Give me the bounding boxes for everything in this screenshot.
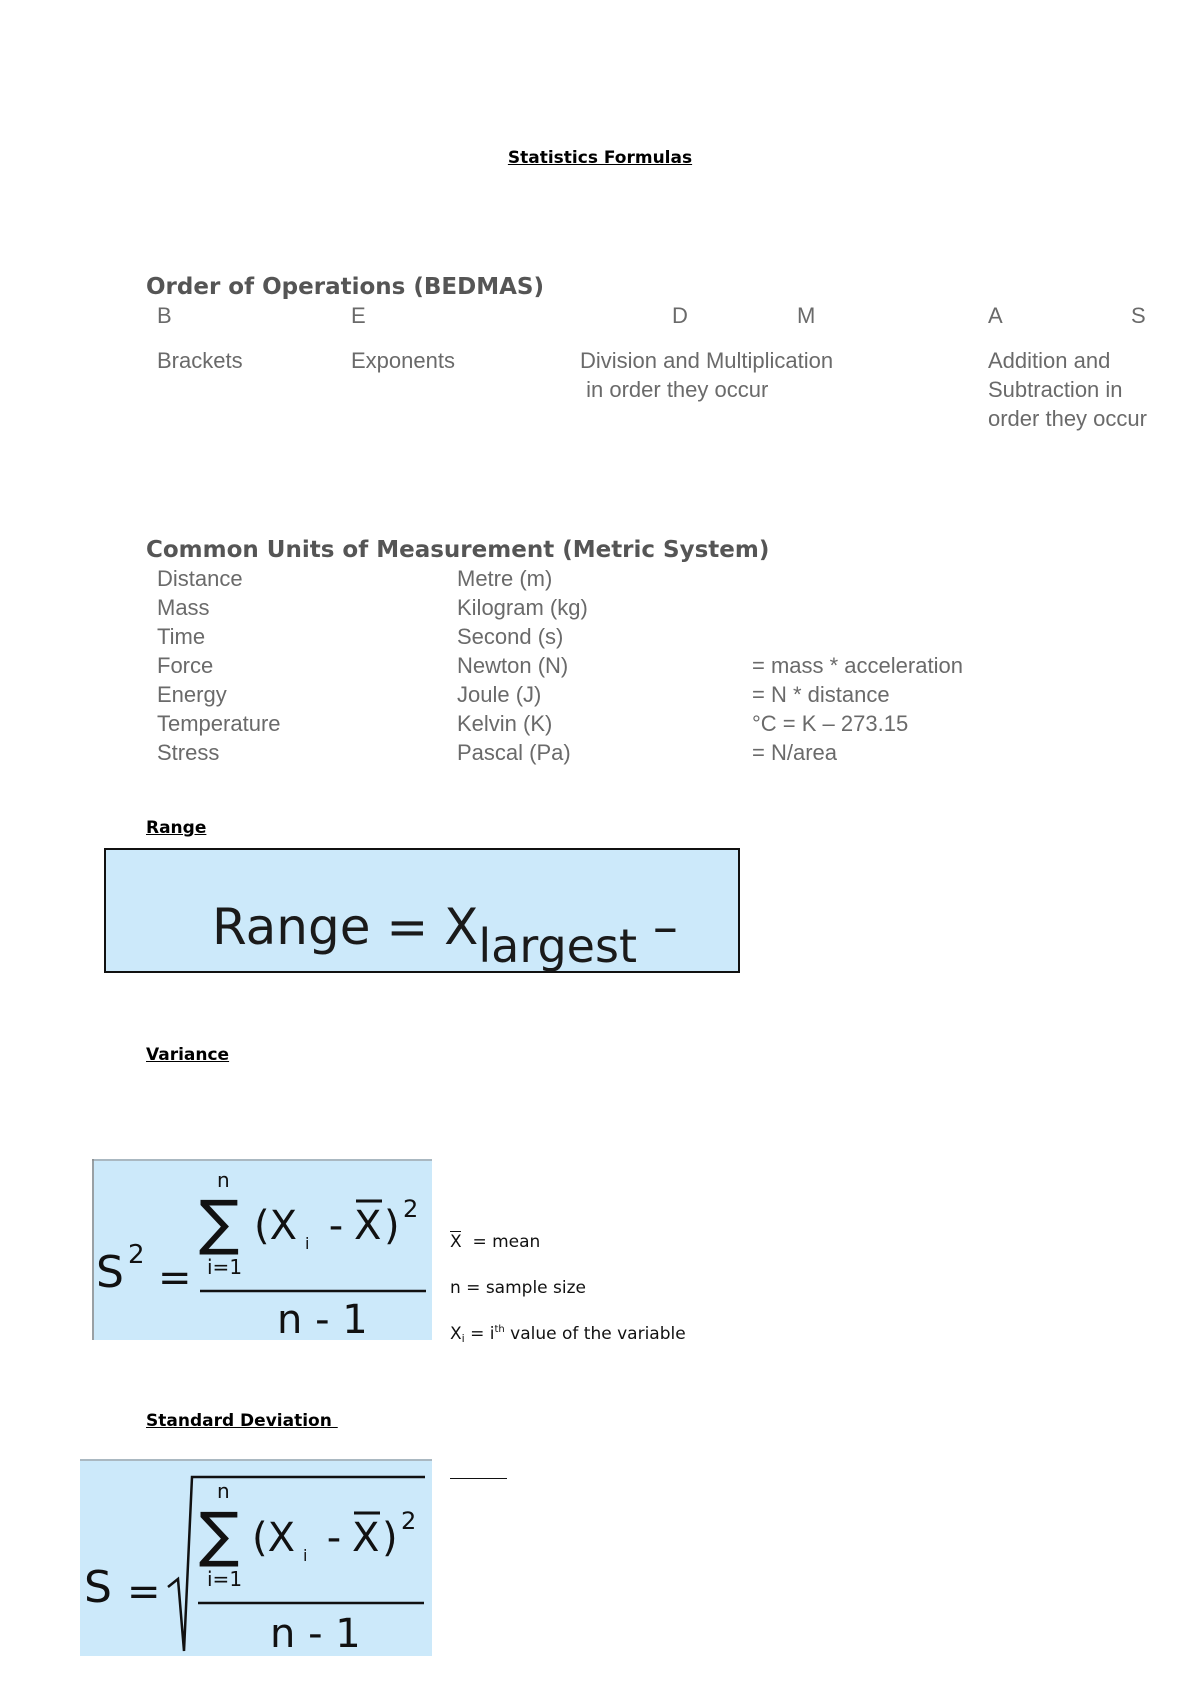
range-formula — [212, 898, 678, 973]
stddev-rule — [450, 1478, 507, 1479]
legend-mean-text: = mean — [461, 1232, 541, 1252]
bedmas-desc-as-line1: Addition and — [988, 348, 1111, 373]
units-unit: Joule (J) — [457, 682, 542, 707]
legend-mean-symbol: X — [450, 1232, 462, 1252]
units-quantity: Temperature — [157, 711, 281, 736]
legend-xi-eq: = i — [464, 1324, 495, 1344]
legend-mean — [450, 1232, 540, 1252]
stddev-numerator-minus: - — [314, 1515, 354, 1561]
variance-lhs-power: 2 — [128, 1240, 145, 1270]
stddev-sum-bottom: i=1 — [207, 1567, 243, 1591]
bedmas-letter-m: M — [797, 303, 816, 328]
units-note: = N * distance — [752, 682, 890, 707]
variance-numerator-subscript: i — [305, 1234, 310, 1253]
bedmas-desc-exponents: Exponents — [351, 348, 455, 373]
variance-numerator-minus: - — [316, 1203, 356, 1249]
bedmas-desc-dm-line2: in order they occur — [580, 377, 769, 402]
bedmas-letter-b: B — [157, 303, 172, 328]
units-note: = N/area — [752, 740, 837, 765]
legend-xi-superscript: th — [494, 1324, 505, 1335]
units-quantity: Energy — [157, 682, 227, 707]
legend-xi-symbol: X — [450, 1324, 462, 1344]
units-unit: Metre (m) — [457, 566, 553, 591]
bedmas-heading: Order of Operations (BEDMAS) — [146, 274, 544, 300]
stddev-numerator-open: (X — [252, 1515, 296, 1561]
bedmas-desc-dm-line1: Division and Multiplication — [580, 348, 834, 373]
sigma-icon: ∑ — [199, 1188, 240, 1258]
stddev-numerator-close: ) — [382, 1515, 398, 1561]
legend-xi — [450, 1324, 686, 1344]
units-heading: Common Units of Measurement (Metric System) — [146, 537, 770, 563]
units-quantity: Force — [157, 653, 214, 678]
variance-sum-bottom: i=1 — [207, 1255, 243, 1279]
variance-equals: = — [158, 1255, 192, 1301]
units-unit: Kilogram (kg) — [457, 595, 588, 620]
bedmas-letter-s: S — [1131, 303, 1146, 328]
stddev-numerator-power: 2 — [401, 1507, 417, 1535]
variance-numerator-power: 2 — [403, 1195, 419, 1223]
range-formula-tail: – — [636, 898, 678, 956]
units-note: °C = K – 273.15 — [752, 711, 909, 736]
stddev-formula-image — [80, 1459, 432, 1656]
stddev-lhs: S — [84, 1562, 112, 1613]
stddev-sum-top: n — [217, 1479, 230, 1503]
stddev-numerator-xbar: X — [352, 1515, 380, 1561]
units-unit: Pascal (Pa) — [457, 740, 571, 765]
variance-lhs: S — [96, 1247, 124, 1298]
range-formula-subscript: largest — [478, 919, 637, 973]
units-unit: Newton (N) — [457, 653, 569, 678]
bedmas-desc-as-line3: order they occur — [988, 406, 1147, 431]
units-quantity: Time — [157, 624, 206, 649]
variance-numerator-close: ) — [384, 1203, 400, 1249]
units-quantity: Mass — [157, 595, 210, 620]
variance-formula-image — [92, 1159, 432, 1340]
range-heading: Range — [146, 818, 207, 838]
bedmas-letter-d: D — [672, 303, 688, 328]
stddev-denominator: n - 1 — [270, 1611, 361, 1656]
bedmas-letter-a: A — [988, 303, 1003, 328]
sigma-icon: ∑ — [199, 1500, 240, 1570]
document-title: Statistics Formulas — [507, 148, 693, 168]
units-quantity: Stress — [157, 740, 220, 765]
bedmas-desc-brackets: Brackets — [157, 348, 243, 373]
units-note: = mass * acceleration — [752, 653, 963, 678]
legend-xi-text: value of the variable — [504, 1324, 686, 1344]
range-formula-main: Range = X — [212, 898, 479, 956]
legend-sample-size: n = sample size — [450, 1278, 586, 1298]
variance-sum-top: n — [217, 1168, 230, 1192]
legend-xi-subscript: i — [461, 1332, 465, 1345]
bedmas-desc-as-line2: Subtraction in — [988, 377, 1123, 402]
variance-numerator-open: (X — [254, 1203, 298, 1249]
units-unit: Kelvin (K) — [457, 711, 553, 736]
variance-heading: Variance — [146, 1045, 230, 1065]
stddev-heading: Standard Deviation — [146, 1411, 338, 1431]
stddev-numerator-subscript: i — [303, 1546, 308, 1565]
units-unit: Second (s) — [457, 624, 564, 649]
stddev-equals: = — [127, 1569, 161, 1615]
variance-numerator-xbar: X — [354, 1203, 382, 1249]
bedmas-letter-e: E — [351, 303, 366, 328]
units-quantity: Distance — [157, 566, 243, 591]
variance-denominator: n - 1 — [277, 1297, 368, 1340]
